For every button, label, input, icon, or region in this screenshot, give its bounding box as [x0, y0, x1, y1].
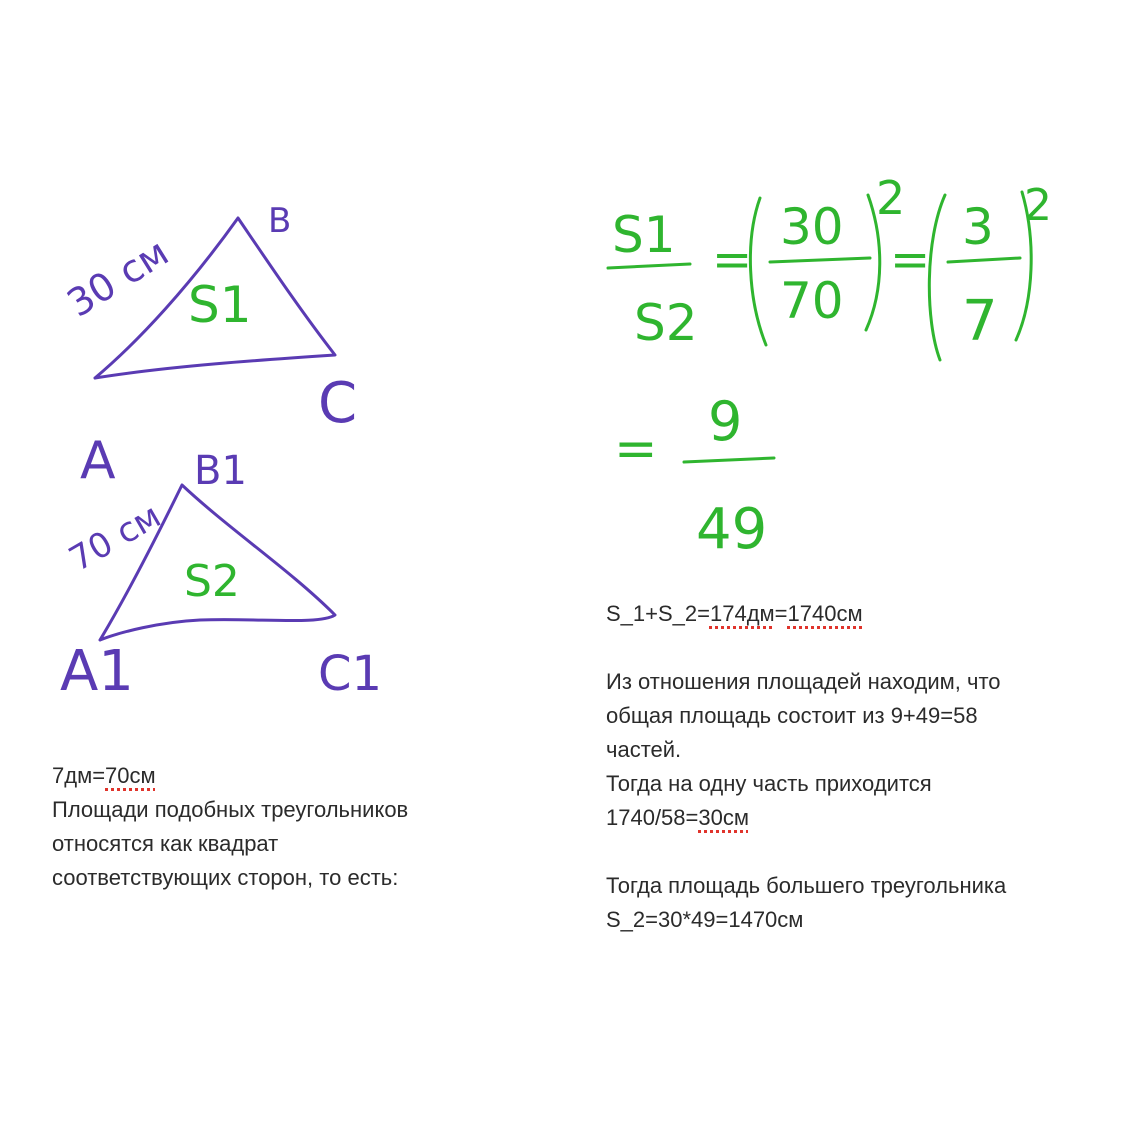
bottom-side-label: 70 см: [62, 495, 168, 580]
left-note-line-3: относятся как квадрат: [52, 831, 279, 856]
open-paren-1: [750, 198, 766, 345]
vertex-c-label: C: [318, 371, 358, 436]
ratio-numerator: S1: [612, 206, 676, 264]
fraction-bar-30-70: [770, 258, 870, 262]
ratio-fraction-bar: [608, 264, 690, 268]
fraction-bar-9-49: [684, 458, 774, 462]
misspelled-word: 70см: [105, 763, 156, 788]
right-note-text: [606, 597, 1106, 937]
ratio-denominator: S2: [634, 294, 698, 352]
fraction-70-denominator: 70: [780, 272, 844, 330]
right-note-line-3: Из отношения площадей находим, что: [606, 669, 1001, 694]
exponent-1: 2: [876, 171, 906, 225]
right-note-line-9: Тогда площадь большего треугольника: [606, 873, 1007, 898]
area-s2-label: S2: [184, 556, 240, 607]
left-note-line-4: соответствующих сторон, то есть:: [52, 865, 399, 890]
equals-sign-1: =: [712, 232, 753, 288]
fraction-bar-3-7: [948, 258, 1020, 262]
equals-sign-3: =: [614, 419, 658, 479]
open-paren-2: [929, 195, 945, 360]
result-denominator: 49: [696, 497, 768, 562]
result-numerator: 9: [708, 390, 743, 453]
misspelled-word: 1740см: [787, 601, 863, 626]
exponent-2: 2: [1024, 180, 1052, 231]
fraction-7-denominator: 7: [962, 289, 998, 354]
vertex-b-label: B: [268, 201, 292, 241]
right-note-line-10: S_2=30*49=1470см: [606, 907, 804, 932]
vertex-a1-label: A1: [60, 639, 134, 704]
right-note-line-5: частей.: [606, 737, 682, 762]
top-side-label: 30 см: [59, 230, 177, 326]
left-note-line-1: 7дм=70см: [52, 763, 156, 788]
right-note-line-1: S_1+S_2=174дм=1740см: [606, 601, 863, 626]
left-note-text: [52, 759, 532, 895]
equals-sign-2: =: [890, 232, 931, 288]
vertex-b1-label: B1: [194, 448, 247, 494]
right-note-line-7: 1740/58=30см: [606, 805, 749, 830]
right-note-line-6: Тогда на одну часть приходится: [606, 771, 932, 796]
misspelled-word: 30см: [698, 805, 749, 830]
vertex-c1-label: C1: [318, 646, 383, 702]
right-note-line-4: общая площадь состоит из 9+49=58: [606, 703, 978, 728]
misspelled-word: 174дм: [709, 601, 775, 626]
fraction-3-numerator: 3: [962, 198, 994, 256]
vertex-a-label: A: [80, 431, 116, 491]
fraction-30-numerator: 30: [780, 198, 844, 256]
area-s1-label: S1: [188, 276, 252, 334]
left-note-line-2: Площади подобных треугольников: [52, 797, 409, 822]
